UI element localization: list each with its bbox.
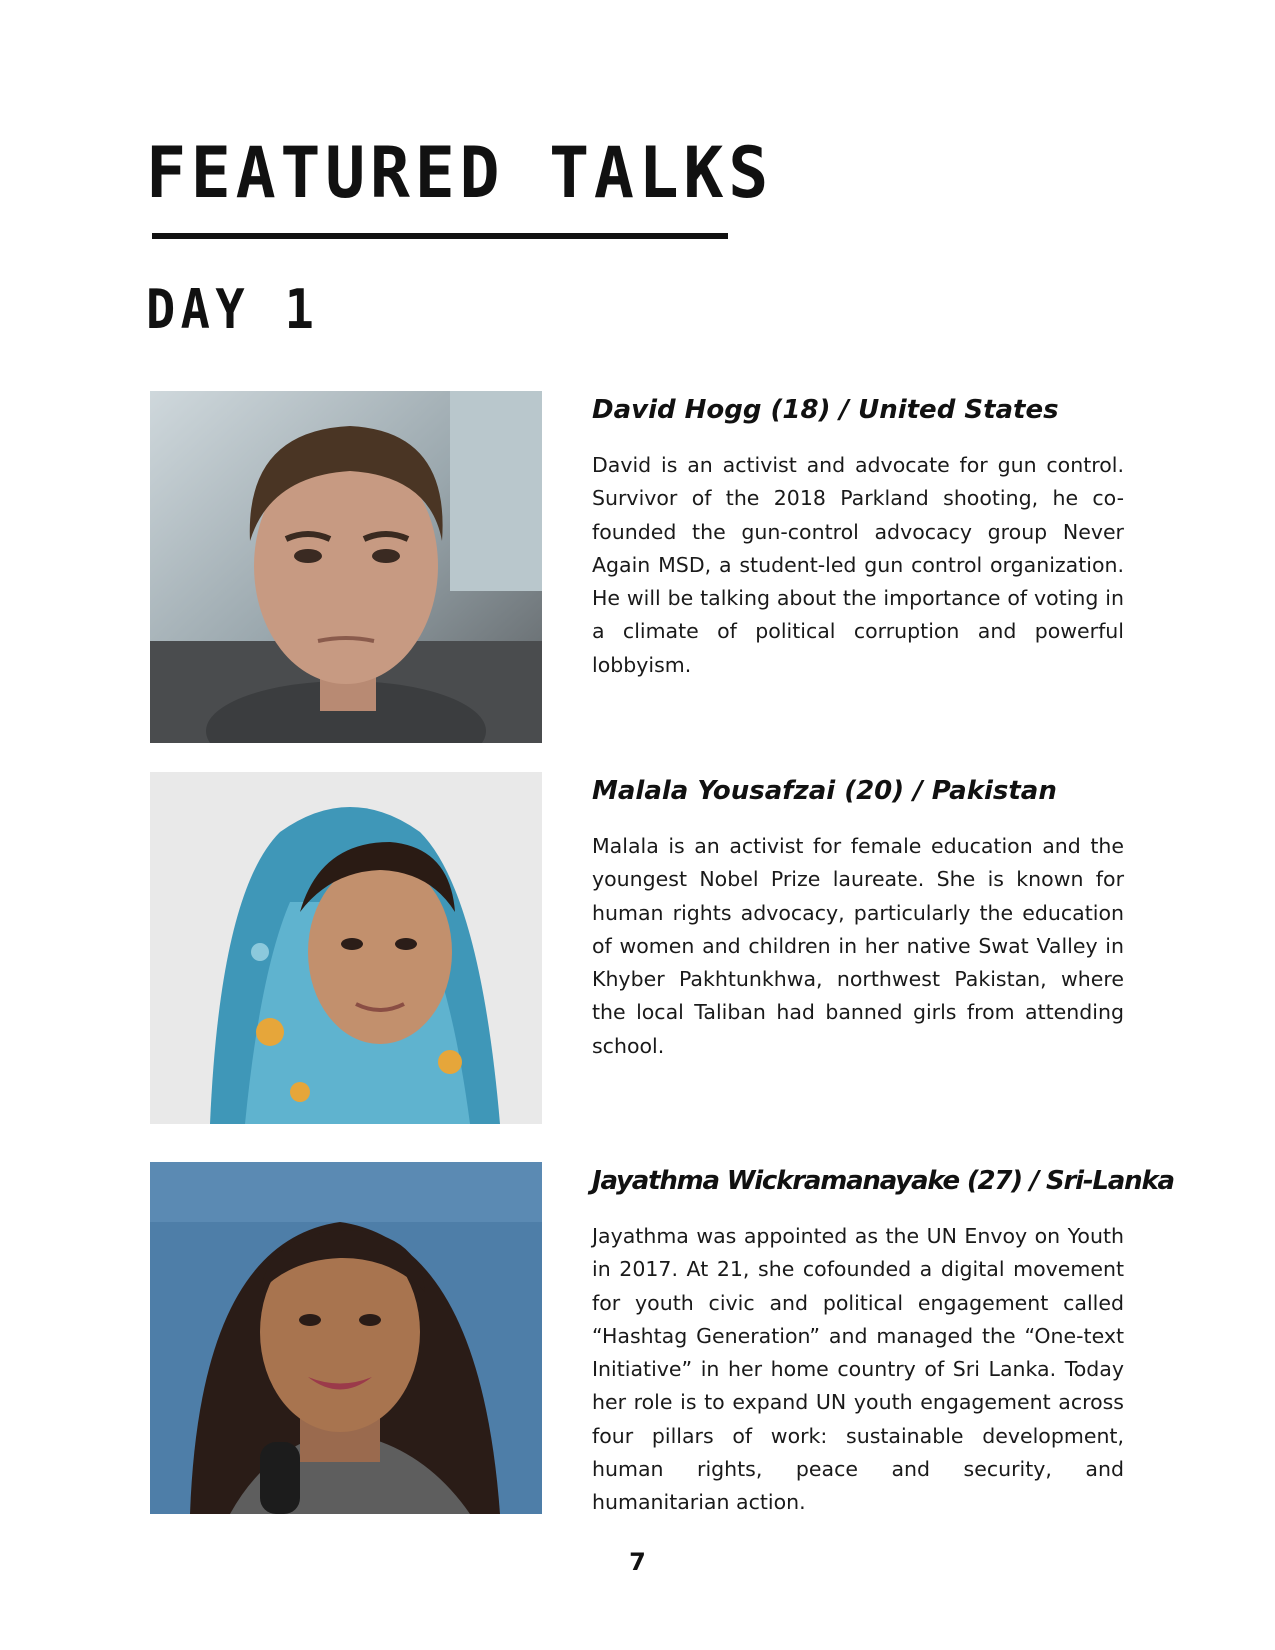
speaker-name: Jayathma Wickramanayake (27) / Sri-Lanka <box>592 1166 1174 1196</box>
portrait-image <box>150 391 542 743</box>
speaker-card <box>150 1162 1174 1515</box>
speaker-card <box>150 772 1130 1124</box>
speaker-photo <box>150 772 542 1124</box>
day-heading: DAY 1 <box>146 278 320 341</box>
portrait-image <box>150 1162 542 1514</box>
portrait-image <box>150 772 542 1124</box>
speaker-name: David Hogg (18) / United States <box>592 395 1059 425</box>
speaker-bio: Malala is an activist for female education and the youngest Nobel Prize laureate. She is known for human rights advocacy, particularly the education of women and children in her native Swat Valley in Khyber Pakhtunkhwa, northwest Pakistan, where the local Taliban had banned girls from attending school. <box>592 834 1124 1058</box>
speaker-name: Malala Yousafzai (20) / Pakistan <box>592 776 1057 806</box>
speaker-card <box>150 391 1130 743</box>
page-title: FEATURED TALKS <box>146 132 774 214</box>
speaker-photo <box>150 1162 542 1514</box>
speaker-photo <box>150 391 542 743</box>
page-number: 7 <box>629 1548 646 1576</box>
title-underline <box>152 233 728 239</box>
speaker-bio: David is an activist and advocate for gun control. Survivor of the 2018 Parkland shooting, he co-founded the gun-control advocacy group Never Again MSD, a student-led gun control organization. He will be talking about the importance of voting in a climate of political corruption and powerful lobbyism. <box>592 453 1124 677</box>
speaker-bio: Jayathma was appointed as the UN Envoy on Youth in 2017. At 21, she cofounded a digital movement for youth civic and political engagement called “Hashtag Generation” and managed the “One-text Initiative” in her home country of Sri Lanka. Today her role is to expand UN youth engagement across four pillars of work: sustainable development, human rights, peace and security, and humanitarian action. <box>592 1224 1124 1515</box>
